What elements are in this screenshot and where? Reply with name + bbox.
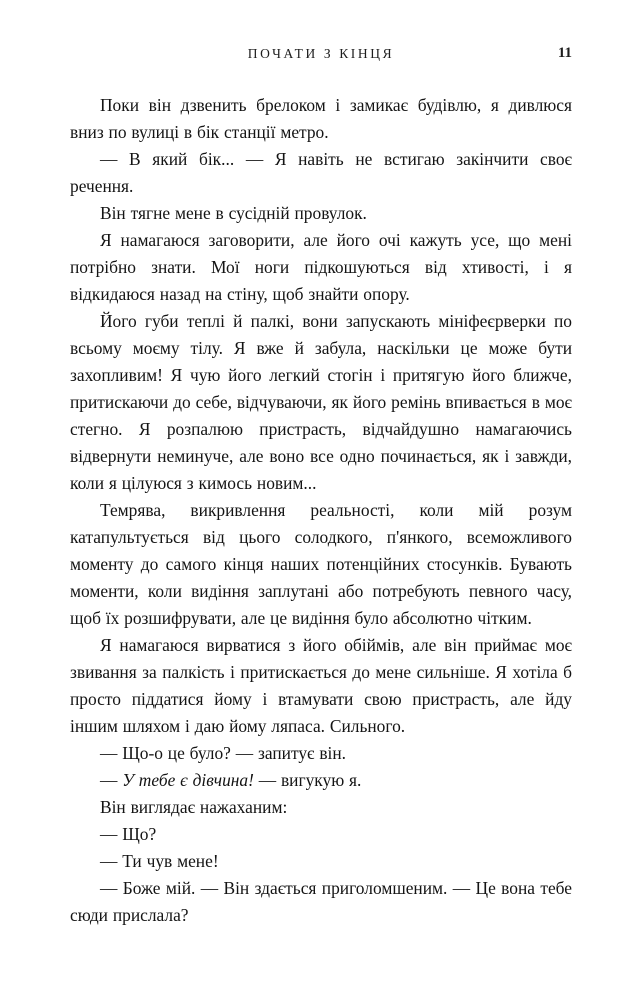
page-body [70, 92, 572, 929]
paragraph-text: Я намагаюся заговорити, але його очі кажуть усе, що мені потрібно знати. Мої ноги підкошуються від хтивості, і я відкидаюся назад на стіну, щоб знайти опору. [70, 230, 572, 304]
paragraph-text: Поки він дзвенить брелоком і замикає будівлю, я дивлюся вниз по вулиці в бік станції метро. [70, 95, 572, 142]
paragraph-text: Його губи теплі й палкі, вони запускають мініфеєрверки по всьому моєму тілу. Я вже й забула, наскільки це може бути захопливим! Я чую його легкий стогін і притягую його ближче, притискаючи до себе, відчуваючи, як його ремінь впивається в моє стегно. Я розпалюю пристрасть, відчайдушно намагаючись відвернути неминуче, але воно все одно починається, як і завжди, коли я цілуюся з кимось новим... [70, 311, 572, 493]
paragraph [70, 200, 572, 227]
paragraph [70, 767, 572, 794]
paragraph-text: — Що-о це було? — запитує він. [100, 743, 347, 763]
paragraph-text: Темрява, викривлення реальності, коли мій розум катапультується від цього солодкого, п'янкого, всеможливого моменту до самого кінця наших потенційних стосунків. Бувають моменти, коли видіння заплутані або потребують певного часу, щоб їх розшифрувати, але це видіння було абсолютно чітким. [70, 500, 572, 628]
paragraph-text: — Боже мій. — Він здається приголомшеним. — Це вона тебе сюди прислала? [70, 878, 572, 925]
paragraph [70, 740, 572, 767]
paragraph-text: Він тягне мене в сусідній провулок. [100, 203, 367, 223]
page-header [70, 46, 572, 68]
running-title: ПОЧАТИ З КІНЦЯ [247, 46, 395, 61]
paragraph-text-italic: У тебе є дівчина! [122, 770, 254, 790]
paragraph [70, 308, 572, 497]
paragraph [70, 821, 572, 848]
paragraph [70, 497, 572, 632]
paragraph [70, 794, 572, 821]
paragraph-text: — Ти чув мене! [100, 851, 219, 871]
paragraph-text: — Що? [100, 824, 157, 844]
paragraph-text: — [100, 770, 123, 790]
paragraph [70, 146, 572, 200]
paragraph [70, 848, 572, 875]
paragraph [70, 92, 572, 146]
paragraph-text: — вигукую я. [253, 770, 362, 790]
page-number: 11 [557, 45, 572, 61]
paragraph [70, 227, 572, 308]
paragraph-text: Він виглядає нажаханим: [100, 797, 288, 817]
paragraph-text: Я намагаюся вирватися з його обіймів, але він приймає моє звивання за палкість і притискається до мене сильніше. Я хотіла б просто піддатися йому і втамувати свою пристрасть, але йду іншим шляхом і даю йому ляпаса. Сильного. [70, 635, 572, 736]
paragraph [70, 875, 572, 929]
paragraph [70, 632, 572, 740]
paragraph-text: — В який бік... — Я навіть не встигаю закінчити своє речення. [70, 149, 572, 196]
